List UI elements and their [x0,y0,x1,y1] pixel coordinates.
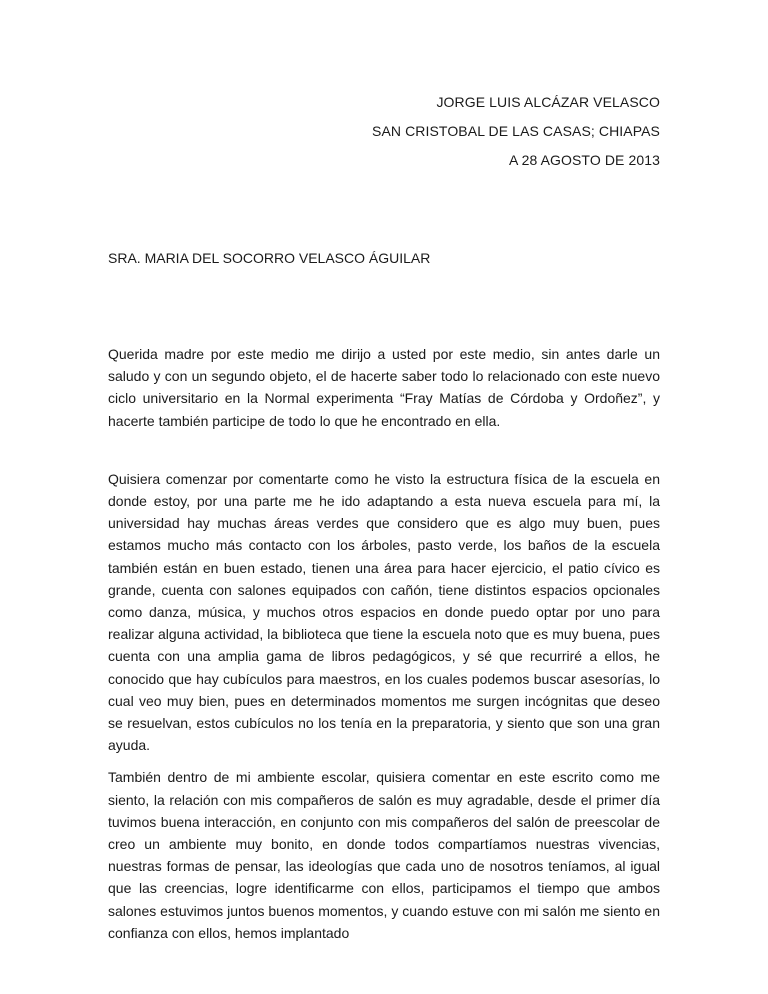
sender-location: SAN CRISTOBAL DE LAS CASAS; CHIAPAS [372,123,660,139]
paragraph-3: También dentro de mi ambiente escolar, quisiera comentar en este escrito como me siento, la relación con mis compañeros de salón es muy agradable, desde el primer día tuvimos buena interacción, en conjunto con mis compañeros del salón de preescolar de creo un ambiente muy bonito, en donde todos compartíamos nuestras vivencias, nuestras formas de pensar, las ideologías que cada uno de nosotros teníamos, al igual que las creencias, logre identificarme con ellos, participamos el tiempo que ambos salones estuvimos juntos buenos momentos, y cuando estuve con mi salón me siento en confianza con ellos, hemos implantado [108,769,660,941]
sender-name: JORGE LUIS ALCÁZAR VELASCO [436,94,660,110]
letter-body [108,343,660,944]
recipient-line: SRA. MARIA DEL SOCORRO VELASCO ÁGUILAR [108,250,431,266]
letter-header [372,88,660,175]
letter-date: A 28 AGOSTO DE 2013 [508,152,660,168]
paragraph-1: Querida madre por este medio me dirijo a usted por este medio, sin antes darle un saludo y con un segundo objeto, el de hacerte saber todo lo relacionado con este nuevo ciclo universitario en la Normal experimenta “Fray Matías de Córdoba y Ordoñez”, y hacerte también participe de todo lo que he encontrado en ella. [108,346,660,429]
paragraph-2: Quisiera comenzar por comentarte como he visto la estructura física de la escuela en donde estoy, por una parte me he ido adaptando a esta nueva escuela para mí, la universidad hay muchas áreas verdes que considero que es algo muy buen, pues estamos mucho más contacto con los árboles, pasto verde, los baños de la escuela también están en buen estado, tienen una área para hacer ejercicio, el patio cívico es grande, cuenta con salones equipados con cañón, tiene distintos espacios opcionales como danza, música, y muchos otros espacios en donde puedo optar por uno para realizar alguna actividad, la biblioteca que tiene la escuela noto que es muy buena, pues cuenta con una amplia gama de libros pedagógicos, y sé que recurriré a ellos, he conocido que hay cubículos para maestros, en los cuales podemos buscar asesorías, lo cual veo muy bien, pues en determinados momentos me surgen incógnitas que deseo se resuelvan, estos cubículos no los tenía en la preparatoria, y siento que son una gran ayuda. [108,470,660,754]
